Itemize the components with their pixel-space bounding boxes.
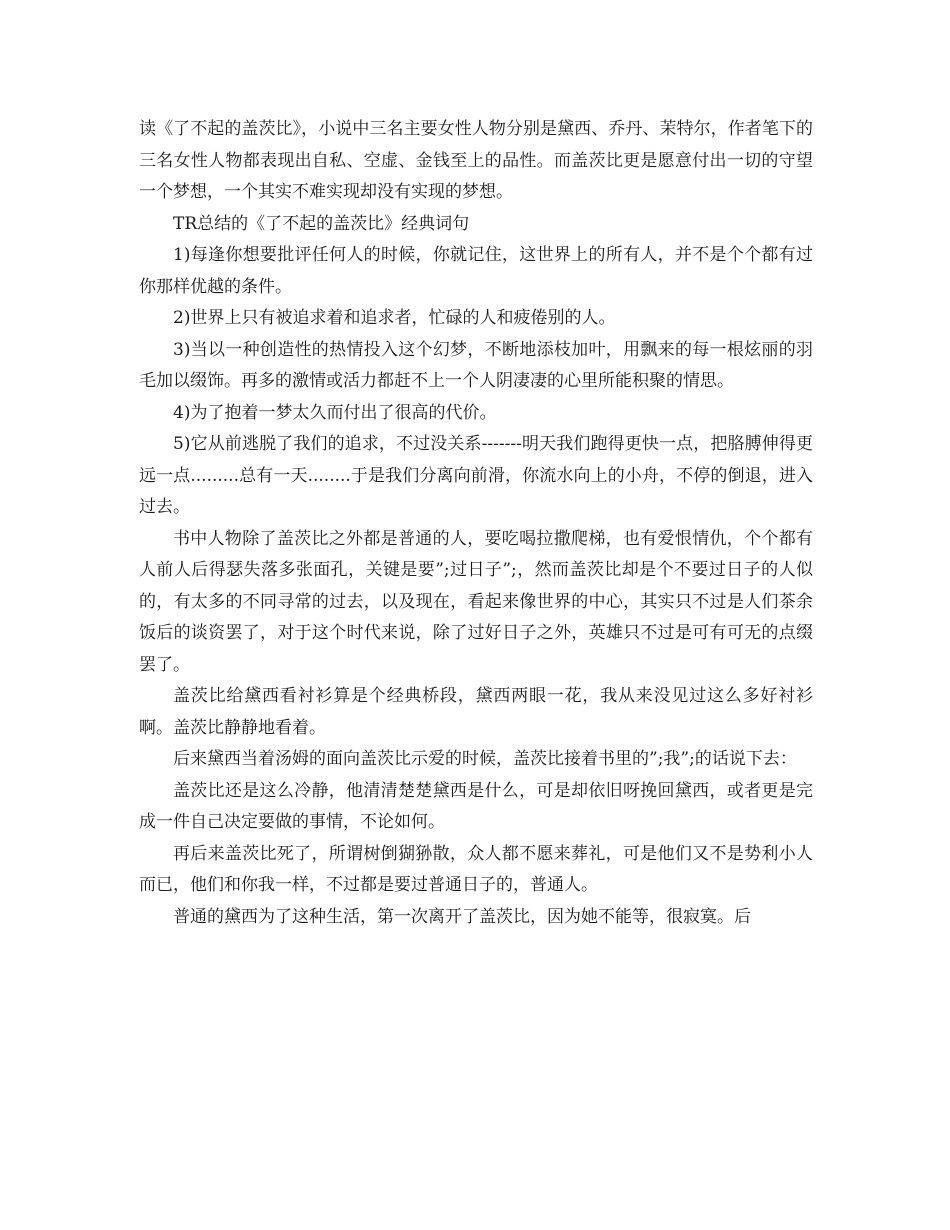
quote-item-5: 5)它从前逃脱了我们的追求，不过没关系-------明天我们跑得更快一点，把胳膊伸得更远一点.........总有一天........于是我们分离向前滑，你流水向上的小舟，不停的倒退，进入过去。: [139, 434, 813, 517]
quote-item-1: 1)每逢你想要批评任何人的时候，你就记住，这世界上的所有人，并不是个个都有过你那样优越的条件。: [139, 245, 813, 297]
body-paragraph: 后来黛西当着汤姆的面向盖茨比示爱的时候，盖茨比接着书里的”;我”;的话说下去：: [173, 749, 797, 769]
body-paragraph: 盖茨比给黛西看衬衫算是个经典桥段，黛西两眼一花，我从来没见过这么多好衬衫啊。盖茨比静静地看着。: [139, 686, 813, 738]
quote-item-2: 2)世界上只有被追求着和追求者，忙碌的人和疲倦别的人。: [173, 308, 616, 328]
quote-item-4: 4)为了抱着一梦太久而付出了很高的代价。: [173, 402, 497, 423]
quotes-heading: TR总结的《了不起的盖茨比》经典词句: [173, 213, 470, 234]
body-paragraph: 书中人物除了盖茨比之外都是普通的人，要吃喝拉撒爬梯，也有爱恨情仇，个个都有人前人后得瑟失落多张面孔，关键是要”;过日子”;，然而盖茨比却是个不要过日子的人似的，有太多的不同寻常的过去，以及现在，看起来像世界的中心，其实只不过是人们茶余饭后的谈资罢了，对于这个时代来说，除了过好日子之外，英雄只不过是可有可无的点缀罢了。: [139, 528, 813, 675]
body-paragraph: 普通的黛西为了这种生活，第一次离开了盖茨比，因为她不能等，很寂寞。后: [173, 906, 751, 927]
intro-paragraph: 读《了不起的盖茨比》，小说中三名主要女性人物分别是黛西、乔丹、茉特尔，作者笔下的三名女性人物都表现出自私、空虚、金钱至上的品性。而盖茨比更是愿意付出一切的守望一个梦想，一个其实不难实现却没有实现的梦想。: [139, 119, 813, 202]
body-paragraph: 盖茨比还是这么冷静，他清清楚楚黛西是什么，可是却依旧呀挽回黛西，或者更是完成一件自己决定要做的事情，不论如何。: [139, 780, 813, 832]
body-paragraph: 再后来盖茨比死了，所谓树倒猢狲散，众人都不愿来葬礼，可是他们又不是势利小人而已，他们和你我一样，不过都是要过普通日子的，普通人。: [139, 843, 813, 895]
document-body: [139, 114, 813, 933]
quote-item-3: 3)当以一种创造性的热情投入这个幻梦，不断地添枝加叶，用飘来的每一根炫丽的羽毛加以缀饰。再多的激情或活力都赶不上一个人阴凄凄的心里所能积聚的情思。: [139, 339, 813, 391]
